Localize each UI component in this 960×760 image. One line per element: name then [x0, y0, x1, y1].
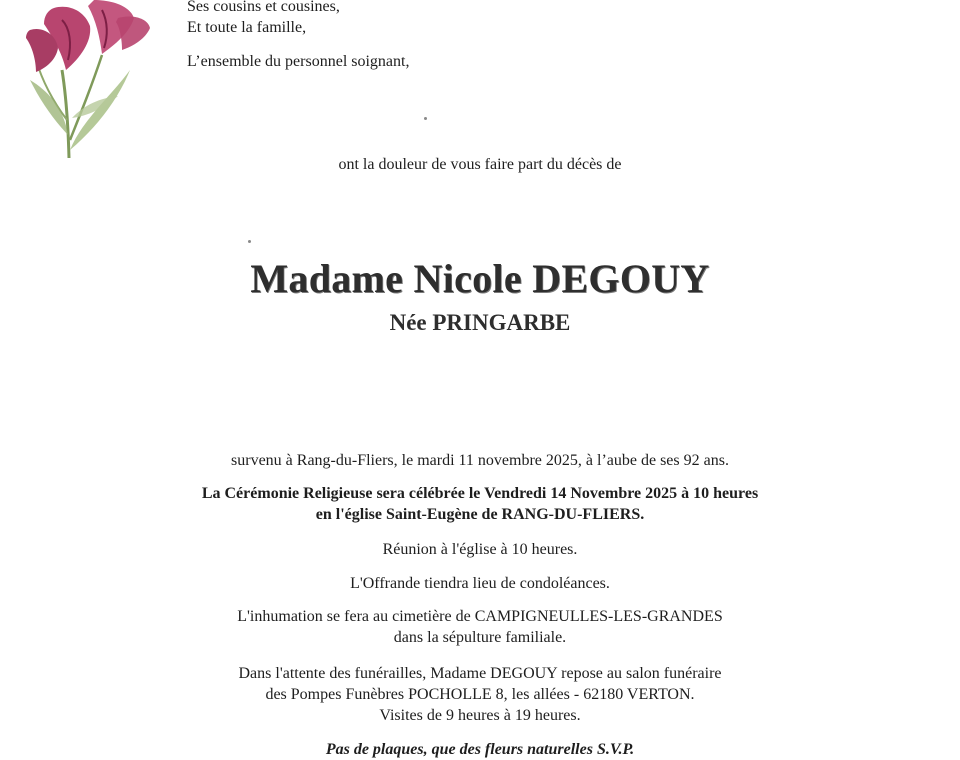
cousins-line: Ses cousins et cousines, [187, 0, 340, 15]
offering-line: L'Offrande tiendra lieu de condoléances. [350, 575, 610, 592]
rest-line-1: Dans l'attente des funérailles, Madame DEGOUY repose au salon funéraire [238, 665, 722, 682]
burial-line-1: L'inhumation se fera au cimetière de CAMPIGNEULLES-LES-GRANDES [237, 608, 723, 625]
meeting-line: Réunion à l'église à 10 heures. [382, 541, 578, 558]
paper-speck [248, 240, 251, 243]
announcement-line: ont la douleur de vous faire part du décès de [338, 156, 622, 173]
calla-lily-illustration [22, 0, 152, 165]
visits-line: Visites de 9 heures à 19 heures. [379, 707, 581, 724]
maiden-name: Née PRINGARBE [389, 310, 571, 335]
burial-line-2: dans la sépulture familiale. [393, 629, 567, 646]
ceremony-line-1: La Cérémonie Religieuse sera célébrée le Vendredi 14 Novembre 2025 à 10 heures [201, 485, 759, 502]
staff-line: L’ensemble du personnel soignant, [187, 53, 410, 70]
rest-line-2: des Pompes Funèbres POCHOLLE 8, les allées - 62180 VERTON. [265, 686, 695, 703]
paper-speck [424, 117, 427, 120]
flowers-line: Pas de plaques, que des fleurs naturelles S.V.P. [325, 741, 635, 758]
family-line: Et toute la famille, [187, 19, 307, 36]
death-details: survenu à Rang-du-Fliers, le mardi 11 novembre 2025, à l’aube de ses 92 ans. [231, 452, 729, 469]
deceased-name: Madame Nicole DEGOUY [250, 256, 710, 301]
ceremony-line-2: en l'église Saint-Eugène de RANG-DU-FLIERS. [315, 506, 645, 523]
